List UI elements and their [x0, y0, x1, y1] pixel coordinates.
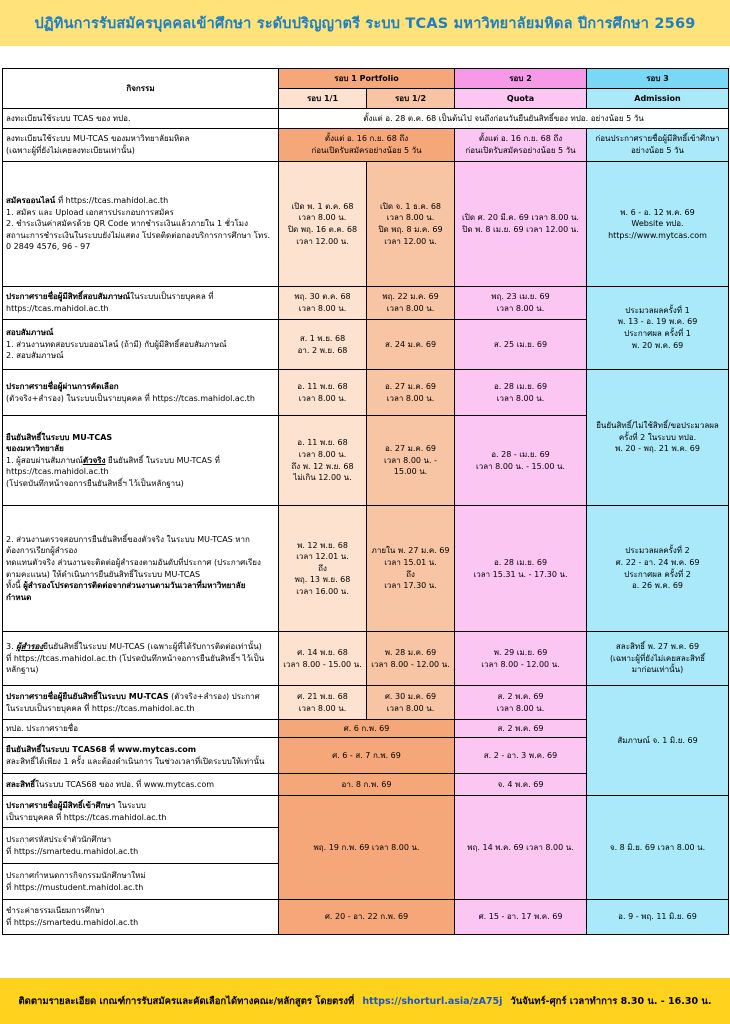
confirm-mutcas-r2: อ. 28 - เม.ย. 69 เวลา 8.00 น. - 15.00 น.: [455, 416, 587, 506]
apply-r1-1: เปิด พ. 1 ต.ค. 68 เวลา 8.00 น. ปิด พฤ. 16 ต.ค. 68 เวลา 12.00 น.: [279, 162, 367, 287]
activity-orientation: ประกาศกำหนดการกิจกรรมนักศึกษาใหม่ ที่ https://mustudent.mahidol.ac.th: [3, 864, 279, 900]
activity-student-id: ประกาศรหัสประจำตัวนักศึกษา ที่ https://smartedu.mahidol.ac.th: [3, 828, 279, 864]
activity-online-apply: สมัครออนไลน์ ที่ https://tcas.mahidol.ac.th 1. สมัคร และ Upload เอกสารประกอบการสมัคร 2. ชำระเงินค่าสมัครด้วย QR Code หากชำระเงินแล้วภายใน 1 ชั่วโมง สถานะการชำระเงินในระบบยังไม่แสดง โปรดติดต่อกองบริการการศึกษา โทร. 0 2849 4576, 96 - 97: [3, 162, 279, 287]
reserve-confirm-r1-1: ศ. 14 พ.ย. 68 เวลา 8.00 - 15.00 น.: [279, 632, 367, 686]
activity-tuition: ชำระค่าธรรมเนียมการศึกษา ที่ https://smartedu.mahidol.ac.th: [3, 900, 279, 935]
activity-reserve-confirm: 3. ผู้สำรองยืนยันสิทธิ์ในระบบ MU-TCAS (เฉพาะผู้ที่ได้รับการติดต่อเท่านั้น) ที่ https://tcas.mahidol.ac.th (โปรดบันทึกหน้าจอการยืนยันสิทธิ์ฯ ไว้เป็น หลักฐาน): [3, 632, 279, 686]
activity-mutcas-register: ลงทะเบียนใช้ระบบ MU-TCAS ของมหาวิทยาลัยมหิดล (เฉพาะผู้ที่ยังไม่เคยลงทะเบียนเท่านั้น): [3, 129, 279, 162]
header-round2-quota: Quota: [455, 89, 587, 109]
confirm-mutcas-r1-2: อ. 27 ม.ค. 69 เวลา 8.00 น. - 15.00 น.: [367, 416, 455, 506]
tpo-announce-r2: ส. 2 พ.ค. 69: [455, 720, 587, 738]
mutcas-register-r3: ก่อนประกาศรายชื่อผู้มีสิทธิ์เข้าศึกษา อย่างน้อย 5 วัน: [587, 129, 729, 162]
tuition-r2: ศ. 15 - อา. 17 พ.ค. 69: [455, 900, 587, 935]
tuition-r3: อ. 9 - พฤ. 11 มิ.ย. 69: [587, 900, 729, 935]
r3-processing-1: ประมวลผลครั้งที่ 1 พ. 13 - อ. 19 พ.ค. 69 ประกาศผล ครั้งที่ 1 พ. 20 พ.ค. 69: [587, 287, 729, 370]
reserve-check-r1-1: พ. 12 พ.ย. 68 เวลา 12.01 น. ถึง พฤ. 13 พ.ย. 68 เวลา 16.00 น.: [279, 506, 367, 632]
final-announce-r1: พฤ. 19 ก.พ. 69 เวลา 8.00 น.: [279, 796, 455, 900]
announce-interview-r1-1: พฤ. 30 ต.ค. 68 เวลา 8.00 น.: [279, 287, 367, 320]
footer-bar: [0, 978, 730, 1024]
tcas-register-period: ตั้งแต่ อ. 28 ต.ค. 68 เป็นต้นไป จนถึงก่อนวันยืนยันสิทธิ์ของ ทปอ. อย่างน้อย 5 วัน: [279, 109, 729, 129]
activity-waive: สละสิทธิ์ในระบบ TCAS68 ของ ทปอ. ที่ www.mytcas.com: [3, 774, 279, 796]
footer-link[interactable]: https://shorturl.asia/zA75j: [362, 995, 503, 1007]
interview-r1-1: ส. 1 พ.ย. 68 อา. 2 พ.ย. 68: [279, 320, 367, 370]
announce-interview-r1-2: พฤ. 22 ม.ค. 69 เวลา 8.00 น.: [367, 287, 455, 320]
reserve-check-r1-2: ภายใน พ. 27 ม.ค. 69 เวลา 15.01 น. ถึง เวลา 17.30 น.: [367, 506, 455, 632]
reserve-check-r2: อ. 28 เม.ย. 69 เวลา 15.31 น. - 17.30 น.: [455, 506, 587, 632]
activity-interview: สอบสัมภาษณ์ 1. ส่วนงานทดสอบระบบออนไลน์ (ถ้ามี) กับผู้มีสิทธิ์สอบสัมภาษณ์ 2. สอบสัมภาษณ์: [3, 320, 279, 370]
footer-text: ติดตามรายละเอียด เกณฑ์การรับสมัครและคัดเลือกได้ทางคณะ/หลักสูตร โดยตรงที่: [18, 995, 355, 1007]
interview-r2: ส. 25 เม.ย. 69: [455, 320, 587, 370]
apply-r2: เปิด ศ. 20 มี.ค. 69 เวลา 8.00 น. ปิด พ. 8 เม.ย. 69 เวลา 12.00 น.: [455, 162, 587, 287]
activity-confirm-mutcas: ยืนยันสิทธิ์ในระบบ MU-TCAS ของมหาวิทยาลัย 1. ผู้สอบผ่านสัมภาษณ์ตัวจริง ยืนยันสิทธิ์ ในระบบ MU-TCAS ที่ https://tcas.mahidol.ac.th (โปรดบันทึกหน้าจอการยืนยันสิทธิ์ฯ ไว้เป็นหลักฐาน): [3, 416, 279, 506]
r3-confirm-round: ยืนยันสิทธิ์/ไม่ใช้สิทธิ์/ขอประมวลผล ครั้งที่ 2 ในระบบ ทปอ. พ. 20 - พฤ. 21 พ.ค. 69: [587, 370, 729, 506]
header-activity: กิจกรรม: [3, 69, 279, 109]
activity-confirm-tcas68: ยืนยันสิทธิ์ในระบบ TCAS68 ที่ www.mytcas.com สละสิทธิ์ได้เพียง 1 ครั้ง และต้องดำเนินการ ในช่วงเวลาที่เปิดระบบให้เท่านั้น: [3, 738, 279, 774]
final-announce-r3: จ. 8 มิ.ย. 69 เวลา 8.00 น.: [587, 796, 729, 900]
r3-waive: สละสิทธิ์ พ. 27 พ.ค. 69 (เฉพาะผู้ที่ยังไม่เคยสละสิทธิ์ มาก่อนเท่านั้น): [587, 632, 729, 686]
waive-r1: อา. 8 ก.พ. 69: [279, 774, 455, 796]
mutcas-register-r2: ตั้งแต่ อ. 16 ก.ย. 68 ถึง ก่อนเปิดรับสมัครอย่างน้อย 5 วัน: [455, 129, 587, 162]
activity-tcas-register: ลงทะเบียนใช้ระบบ TCAS ของ ทปอ.: [3, 109, 279, 129]
schedule-table: [2, 68, 729, 935]
activity-tpo-announce: ทปอ. ประกาศรายชื่อ: [3, 720, 279, 738]
tpo-announce-r1: ศ. 6 ก.พ. 69: [279, 720, 455, 738]
announce-confirmed-r1-1: ศ. 21 พ.ย. 68 เวลา 8.00 น.: [279, 686, 367, 720]
header-round3: รอบ 3: [587, 69, 729, 89]
confirm-tcas68-r2: ส. 2 - อา. 3 พ.ค. 69: [455, 738, 587, 774]
title-bar: [0, 0, 730, 46]
header-round1-2: รอบ 1/2: [367, 89, 455, 109]
waive-r2: จ. 4 พ.ค. 69: [455, 774, 587, 796]
activity-announce-confirmed: ประกาศรายชื่อผู้ยืนยันสิทธิ์ในระบบ MU-TCAS (ตัวจริง+สำรอง) ประกาศ ในระบบเป็นรายบุคคล ที่ https://tcas.mahidol.ac.th: [3, 686, 279, 720]
final-announce-r2: พฤ. 14 พ.ค. 69 เวลา 8.00 น.: [455, 796, 587, 900]
activity-reserve-check: 2. ส่วนงานตรวจสอบการยืนยันสิทธิ์ของตัวจริง ในระบบ MU-TCAS หาก ต้องการเรียกผู้สำรอง ทดแทนตัวจริง ส่วนงานจะติดต่อผู้สำรองตามอันดับที่ประกาศ (ประกาศเรียง ตามคะแนน) ให้ดำเนินการยืนยันสิทธิ์ในระบบ MU-TCAS ทั้งนี้ ผู้สำรองโปรดรอการติดต่อจากส่วนงานตามวันเวลาที่มหาวิทยาลัย กำหนด: [3, 506, 279, 632]
interview-r1-2: ส. 24 ม.ค. 69: [367, 320, 455, 370]
activity-announce-interview: ประกาศรายชื่อผู้มีสิทธิ์สอบสัมภาษณ์ในระบบเป็นรายบุคคล ที่ https://tcas.mahidol.ac.th: [3, 287, 279, 320]
confirm-tcas68-r1: ศ. 6 - ส. 7 ก.พ. 69: [279, 738, 455, 774]
announce-confirmed-r2: ส. 2 พ.ค. 69 เวลา 8.00 น.: [455, 686, 587, 720]
header-round2: รอบ 2: [455, 69, 587, 89]
announce-passed-r1-2: อ. 27 ม.ค. 69 เวลา 8.00 น.: [367, 370, 455, 416]
announce-interview-r2: พฤ. 23 เม.ย. 69 เวลา 8.00 น.: [455, 287, 587, 320]
mutcas-register-r1: ตั้งแต่ อ. 16 ก.ย. 68 ถึง ก่อนเปิดรับสมัครอย่างน้อย 5 วัน: [279, 129, 455, 162]
footer-hours: วันจันทร์-ศุกร์ เวลาทำการ 8.30 น. - 16.30 น.: [510, 995, 712, 1007]
announce-passed-r2: อ. 28 เม.ย. 69 เวลา 8.00 น.: [455, 370, 587, 416]
apply-r1-2: เปิด จ. 1 ธ.ค. 68 เวลา 8.00 น. ปิด พฤ. 8 ม.ค. 69 เวลา 12.00 น.: [367, 162, 455, 287]
announce-confirmed-r1-2: ศ. 30 ม.ค. 69 เวลา 8.00 น.: [367, 686, 455, 720]
page-title: ปฏิทินการรับสมัครบุคคลเข้าศึกษา ระดับปริญญาตรี ระบบ TCAS มหาวิทยาลัยมหิดล ปีการศึกษา 2569: [34, 15, 696, 32]
activity-announce-passed: ประกาศรายชื่อผู้ผ่านการคัดเลือก (ตัวจริง+สำรอง) ในระบบเป็นรายบุคคล ที่ https://tcas.mahidol.ac.th: [3, 370, 279, 416]
confirm-mutcas-r1-1: อ. 11 พ.ย. 68 เวลา 8.00 น. ถึง พ. 12 พ.ย. 68 ไม่เกิน 12.00 น.: [279, 416, 367, 506]
apply-r3: พ. 6 - อ. 12 พ.ค. 69 Website ทปอ. https://www.mytcas.com: [587, 162, 729, 287]
header-round1-1: รอบ 1/1: [279, 89, 367, 109]
r3-processing-2: ประมวลผลครั้งที่ 2 ศ. 22 - อา. 24 พ.ค. 69 ประกาศผล ครั้งที่ 2 อ. 26 พ.ค. 69: [587, 506, 729, 632]
reserve-confirm-r1-2: พ. 28 ม.ค. 69 เวลา 8.00 - 12.00 น.: [367, 632, 455, 686]
reserve-confirm-r2: พ. 29 เม.ย. 69 เวลา 8.00 - 12.00 น.: [455, 632, 587, 686]
activity-final-announce: ประกาศรายชื่อผู้มีสิทธิ์เข้าศึกษา ในระบบ เป็นรายบุคคล ที่ https://tcas.mahidol.ac.th: [3, 796, 279, 828]
tuition-r1: ศ. 20 - อา. 22 ก.พ. 69: [279, 900, 455, 935]
header-round1: รอบ 1 Portfolio: [279, 69, 455, 89]
r3-interview: สัมภาษณ์ จ. 1 มิ.ย. 69: [587, 686, 729, 796]
announce-passed-r1-1: อ. 11 พ.ย. 68 เวลา 8.00 น.: [279, 370, 367, 416]
header-round3-admission: Admission: [587, 89, 729, 109]
